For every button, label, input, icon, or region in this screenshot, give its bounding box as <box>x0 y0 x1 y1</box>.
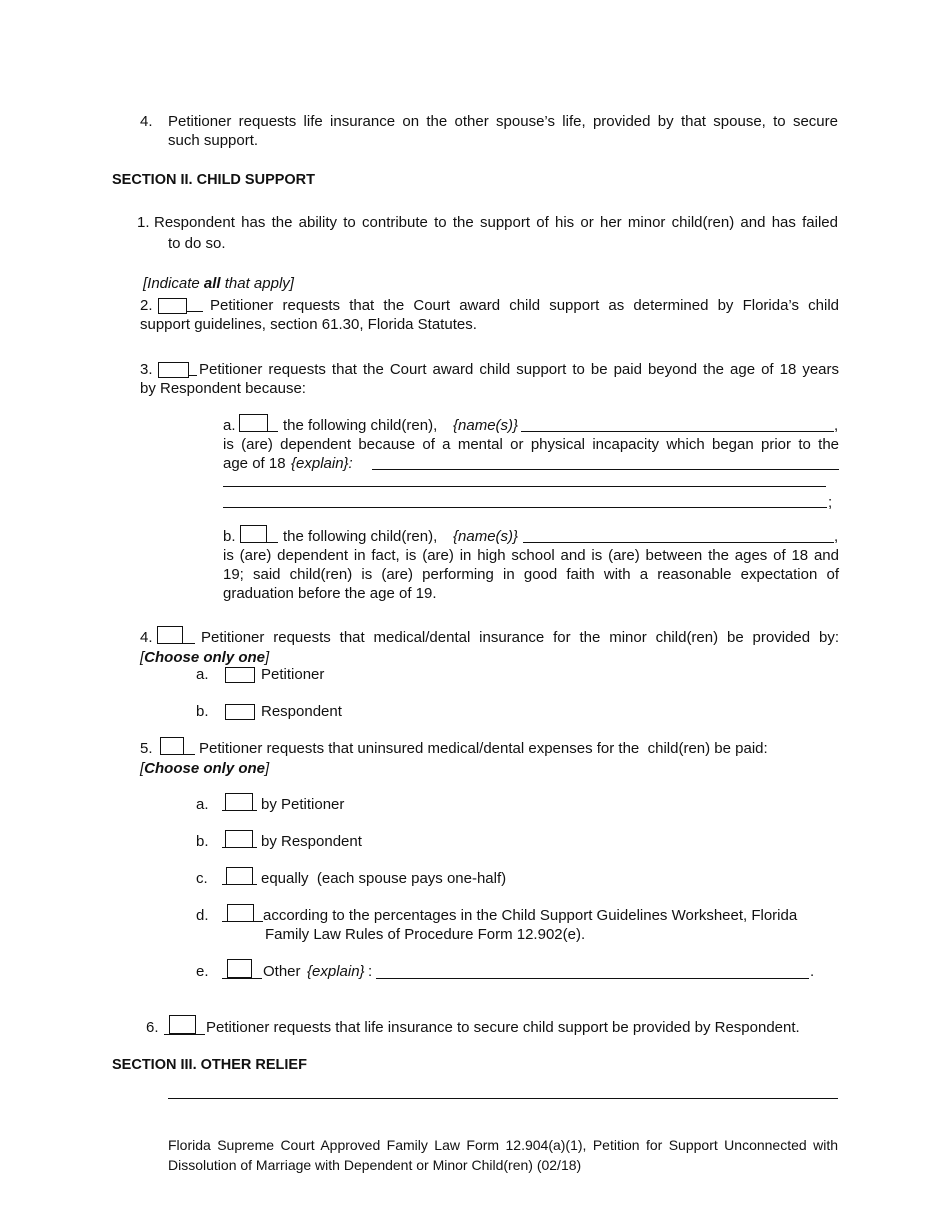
item-text-line1: Petitioner requests that uninsured medical/dental expenses for the child(ren) be paid: <box>199 740 768 757</box>
item-text-line1: Petitioner requests that life insurance to secure child support be provided by Respondent. <box>206 1019 800 1036</box>
dependent-in-fact-checkbox[interactable] <box>240 525 267 543</box>
item-text-line1: Petitioner requests that the Court award child support as determined by Florida’s child <box>210 297 839 314</box>
item-text-line1: Petitioner requests that medical/dental insurance for the minor child(ren) be provided by: <box>201 629 839 646</box>
item-text-line2: such support. <box>168 132 259 149</box>
checkbox-underline <box>189 375 197 376</box>
guidelines-checkbox[interactable] <box>158 298 187 314</box>
beyond-18-checkbox[interactable] <box>158 362 189 378</box>
option-label: by Petitioner <box>261 796 345 813</box>
option-label: by Respondent <box>261 833 362 850</box>
option-label-line2: Family Law Rules of Procedure Form 12.902(e). <box>265 926 586 943</box>
item-number: 5. <box>140 740 153 757</box>
option-letter: b. <box>196 703 209 720</box>
checkbox-underline <box>222 810 257 811</box>
item-number: 4. <box>140 113 153 130</box>
footer-line2: Dissolution of Marriage with Dependent or Minor Child(ren) (02/18) <box>168 1157 582 1173</box>
option-label: Respondent <box>261 703 342 720</box>
choose-only-one: [Choose only one] <box>140 649 270 666</box>
choose-bold: Choose only one <box>144 649 266 666</box>
option-letter: a. <box>223 417 236 434</box>
section-3-heading: SECTION III. OTHER RELIEF <box>112 1057 307 1073</box>
checkbox-underline <box>164 1034 205 1035</box>
checkbox-underline <box>222 884 257 885</box>
comma: , <box>834 528 839 545</box>
item-number: 6. <box>146 1019 159 1036</box>
pay-percentages-checkbox[interactable] <box>227 904 254 922</box>
checkbox-underline <box>222 978 262 979</box>
item-text-line1: Respondent has the ability to contribute to the support of his or her minor child(ren) and has failed <box>154 214 838 231</box>
explain-fill-line-3[interactable] <box>223 507 827 508</box>
medical-insurance-checkbox[interactable] <box>157 626 183 644</box>
pay-respondent-checkbox[interactable] <box>225 830 253 848</box>
item-text-line2: to do so. <box>168 235 226 252</box>
incapacity-checkbox[interactable] <box>239 414 268 432</box>
explain-placeholder: {explain}: <box>291 455 353 472</box>
footer-rule <box>168 1098 838 1099</box>
option-label: Petitioner <box>261 666 325 683</box>
option-letter: e. <box>196 963 209 980</box>
option-label: equally (each spouse pays one-half) <box>261 870 507 887</box>
semicolon: ; <box>828 494 833 511</box>
item-text-line2: support guidelines, section 61.30, Florida Statutes. <box>140 316 477 333</box>
explain-fill-line-2[interactable] <box>223 486 826 487</box>
option-label: Other <box>263 963 301 980</box>
choose-only-one: [Choose only one] <box>140 760 270 777</box>
option-line3: 19; said child(ren) is (are) performing in good faith with a reasonable expectation of <box>223 566 839 583</box>
pay-equally-checkbox[interactable] <box>226 867 253 885</box>
names-placeholder: {name(s)} <box>453 528 519 545</box>
instruction-suffix: that apply] <box>220 275 294 292</box>
option-letter: d. <box>196 907 209 924</box>
option-letter: a. <box>196 666 209 683</box>
option-letter: b. <box>223 528 236 545</box>
option-line3: age of 18 <box>223 455 286 472</box>
indicate-instruction <box>143 274 294 293</box>
period: . <box>810 963 815 980</box>
option-letter: a. <box>196 796 209 813</box>
names-fill-line[interactable] <box>521 431 834 432</box>
colon: : <box>368 963 373 980</box>
pay-other-checkbox[interactable] <box>227 959 252 978</box>
footer-line1: Florida Supreme Court Approved Family Law Form 12.904(a)(1), Petition for Support Unconnected with <box>168 1137 838 1153</box>
checkbox-underline <box>187 311 203 312</box>
section-2-heading: SECTION II. CHILD SUPPORT <box>112 172 316 188</box>
pay-petitioner-checkbox[interactable] <box>225 793 253 811</box>
item-text-line1: Petitioner requests that the Court award child support to be paid beyond the age of 18 years <box>199 361 839 378</box>
respondent-insurance-checkbox[interactable] <box>225 704 255 720</box>
checkbox-underline <box>268 431 278 432</box>
choose-bold: Choose only one <box>144 760 266 777</box>
option-letter: c. <box>196 870 208 887</box>
instruction-prefix: [Indicate <box>143 275 204 292</box>
item-number: 2. <box>140 297 153 314</box>
item-number: 3. <box>140 361 153 378</box>
checkbox-underline <box>183 643 195 644</box>
form-footer <box>168 1135 838 1175</box>
life-insurance-checkbox[interactable] <box>169 1015 196 1034</box>
item-number: 1. <box>137 214 150 231</box>
checkbox-underline <box>267 542 278 543</box>
explain-placeholder: {explain} <box>307 963 365 980</box>
uninsured-expenses-checkbox[interactable] <box>160 737 184 755</box>
instruction-bold: all <box>203 275 221 292</box>
checkbox-underline <box>184 754 195 755</box>
checkbox-underline <box>222 847 257 848</box>
item-text-line2: by Respondent because: <box>140 380 306 397</box>
option-lead: the following child(ren), <box>283 417 438 434</box>
explain-fill-line-1[interactable] <box>372 469 839 470</box>
option-line2: is (are) dependent because of a mental or physical incapacity which began prior to the <box>223 436 839 453</box>
option-letter: b. <box>196 833 209 850</box>
names-fill-line[interactable] <box>523 542 834 543</box>
other-explain-fill-line[interactable] <box>376 978 809 979</box>
option-line4: graduation before the age of 19. <box>223 585 437 602</box>
checkbox-underline <box>222 921 263 922</box>
names-placeholder: {name(s)} <box>453 417 519 434</box>
option-label: according to the percentages in the Child Support Guidelines Worksheet, Florida <box>263 907 798 924</box>
option-line2: is (are) dependent in fact, is (are) in high school and is (are) between the ages of 18 and <box>223 547 839 564</box>
comma: , <box>834 417 839 434</box>
item-text-line1: Petitioner requests life insurance on the other spouse’s life, provided by that spouse, to secure <box>168 113 838 130</box>
option-lead: the following child(ren), <box>283 528 438 545</box>
petitioner-insurance-checkbox[interactable] <box>225 667 255 683</box>
item-number: 4. <box>140 629 153 646</box>
